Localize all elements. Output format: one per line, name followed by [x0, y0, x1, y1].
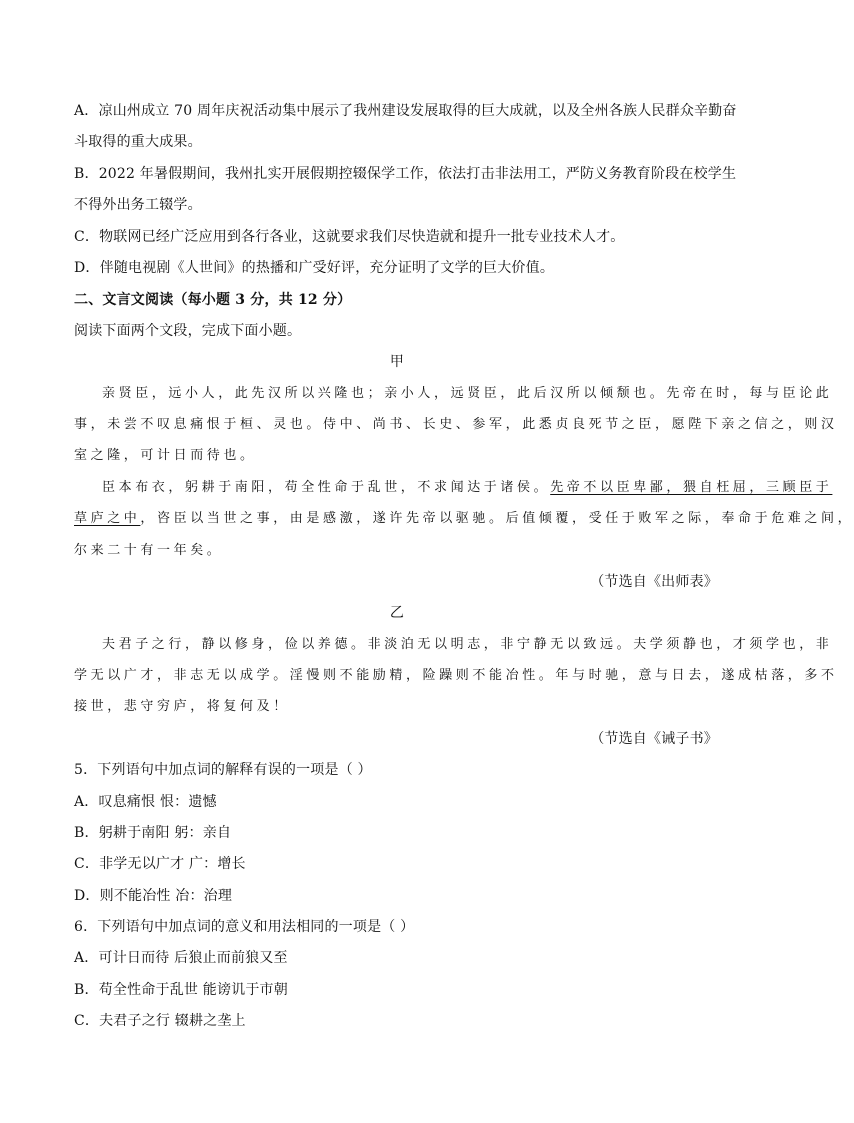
q4-option-a-line1: A．凉山州成立 70 周年庆祝活动集中展示了我州建设发展取得的巨大成就，以及全州各族人民群众辛勤奋 — [74, 103, 737, 119]
section-heading: 二、文言文阅读（每小题 3 分，共 12 分） — [74, 292, 352, 308]
passage-jia-line: 事，未尝不叹息痛恨于桓、灵也。侍中、尚书、长史、参军，此悉贞良死节之臣，愿陛下亲之信之，则汉 — [74, 417, 838, 432]
underlined-sentence: 草庐之中 — [74, 511, 141, 526]
section-instruction: 阅读下面两个文段，完成下面小题。 — [74, 323, 302, 339]
q6-option-a: A．可计日而待 后狼止而前狼又至 — [74, 950, 288, 966]
q6-stem: 6．下列语句中加点词的意义和用法相同的一项是（ ） — [74, 919, 415, 935]
passage-yi-line: 接世，悲守穷庐，将复何及！ — [74, 699, 290, 714]
passage-jia-source: （节选自《出师表》 — [590, 574, 718, 590]
q5-option-d: D．则不能冶性 冶：治理 — [74, 888, 233, 904]
q5-option-b: B．躬耕于南阳 躬：亲自 — [74, 825, 232, 841]
passage-jia-line — [102, 478, 832, 498]
q4-option-b-line2: 不得外出务工辍学。 — [74, 197, 202, 213]
passage-jia-line: 尔来二十有一年矣。 — [74, 543, 224, 558]
q5-stem: 5．下列语句中加点词的解释有误的一项是（ ） — [74, 762, 372, 778]
passage-yi-label: 乙 — [389, 605, 405, 621]
q4-option-a-line2: 斗取得的重大成果。 — [74, 134, 202, 150]
passage-jia-line: 室之隆，可计日而待也。 — [74, 448, 257, 463]
passage-jia-line — [74, 509, 854, 529]
q6-option-c: C．夫君子之行 辍耕之垄上 — [74, 1013, 246, 1029]
passage-yi-line: 夫君子之行，静以修身，俭以养德。非淡泊无以明志，非宁静无以致远。夫学须静也，才须学也，非 — [102, 637, 833, 652]
passage-jia-label: 甲 — [389, 354, 405, 370]
q5-option-a: A．叹息痛恨 恨：遗憾 — [74, 794, 217, 810]
passage-yi-line: 学无以广才，非志无以成学。淫慢则不能励精，险躁则不能冶性。年与时驰，意与日去，遂成枯落，多不 — [74, 668, 838, 683]
passage-jia-line: 亲贤臣，远小人，此先汉所以兴隆也；亲小人，远贤臣，此后汉所以倾颓也。先帝在时，每与臣论此 — [102, 386, 833, 401]
underlined-sentence: 先帝不以臣卑鄙，猥自枉屈，三顾臣于 — [550, 480, 833, 495]
passage-jia-text: ，咨臣以当世之事，由是感激，遂许先帝以驱驰。后值倾覆，受任于败军之际，奉命于危难之间， — [140, 511, 854, 526]
passage-yi-source: （节选自《诫子书》 — [590, 731, 718, 747]
q4-option-d: D．伴随电视剧《人世间》的热播和广受好评，充分证明了文学的巨大价值。 — [74, 260, 555, 276]
q4-option-c: C．物联网已经广泛应用到各行各业，这就要求我们尽快造就和提升一批专业技术人才。 — [74, 229, 625, 245]
q4-option-b-line1: B．2022 年暑假期间，我州扎实开展假期控辍保学工作，依法打击非法用工，严防义务教育阶段在校学生 — [74, 166, 737, 182]
q5-option-c: C．非学无以广才 广：增长 — [74, 856, 246, 872]
passage-jia-text: 臣本布衣，躬耕于南阳，苟全性命于乱世，不求闻达于诸侯。 — [102, 480, 551, 495]
q6-option-b: B．苟全性命于乱世 能谤讥于市朝 — [74, 982, 288, 998]
